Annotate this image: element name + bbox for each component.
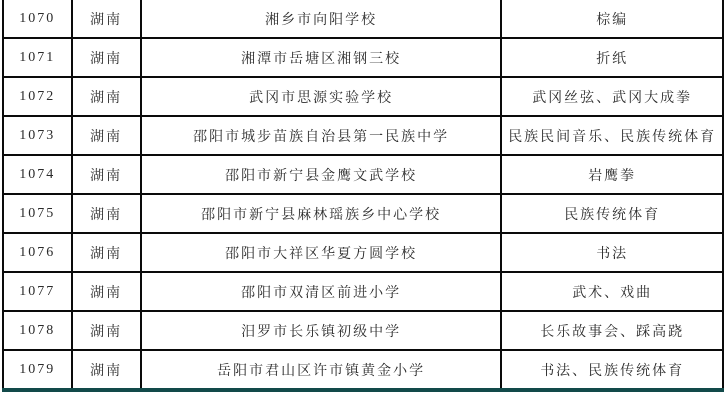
school-cell: 邵阳市双清区前进小学 <box>141 272 502 311</box>
table-row <box>3 116 723 155</box>
province-cell: 湖南 <box>72 0 141 38</box>
serial-cell: 1079 <box>3 350 72 390</box>
province-cell: 湖南 <box>72 155 141 194</box>
school-cell: 武冈市思源实验学校 <box>141 77 502 116</box>
serial-cell: 1077 <box>3 272 72 311</box>
table-row <box>3 272 723 311</box>
table-row <box>3 311 723 350</box>
school-cell: 湘潭市岳塘区湘钢三校 <box>141 38 502 77</box>
table-row <box>3 38 723 77</box>
table-row <box>3 0 723 38</box>
serial-cell: 1074 <box>3 155 72 194</box>
province-cell: 湖南 <box>72 272 141 311</box>
project-cell: 书法 <box>501 233 723 272</box>
school-cell: 邵阳市大祥区华夏方圆学校 <box>141 233 502 272</box>
project-cell: 武冈丝弦、武冈大成拳 <box>501 77 723 116</box>
table-row <box>3 233 723 272</box>
table-row <box>3 77 723 116</box>
project-cell: 长乐故事会、踩高跷 <box>501 311 723 350</box>
serial-cell: 1075 <box>3 194 72 233</box>
table-row <box>3 194 723 233</box>
province-cell: 湖南 <box>72 233 141 272</box>
province-cell: 湖南 <box>72 350 141 390</box>
school-cell: 湘乡市向阳学校 <box>141 0 502 38</box>
serial-cell: 1072 <box>3 77 72 116</box>
school-cell: 邵阳市新宁县麻林瑶族乡中心学校 <box>141 194 502 233</box>
serial-cell: 1070 <box>3 0 72 38</box>
province-cell: 湖南 <box>72 194 141 233</box>
school-cell: 邵阳市新宁县金鹰文武学校 <box>141 155 502 194</box>
serial-cell: 1071 <box>3 38 72 77</box>
serial-cell: 1073 <box>3 116 72 155</box>
project-cell: 书法、民族传统体育 <box>501 350 723 390</box>
table-row <box>3 155 723 194</box>
province-cell: 湖南 <box>72 311 141 350</box>
project-cell: 武术、戏曲 <box>501 272 723 311</box>
province-cell: 湖南 <box>72 38 141 77</box>
table-row <box>3 350 723 390</box>
school-cell: 邵阳市城步苗族自治县第一民族中学 <box>141 116 502 155</box>
heritage-schools-table <box>2 0 724 392</box>
serial-cell: 1076 <box>3 233 72 272</box>
project-cell: 棕编 <box>501 0 723 38</box>
serial-cell: 1078 <box>3 311 72 350</box>
project-cell: 民族民间音乐、民族传统体育 <box>501 116 723 155</box>
table-body <box>3 0 723 390</box>
school-cell: 岳阳市君山区许市镇黄金小学 <box>141 350 502 390</box>
project-cell: 折纸 <box>501 38 723 77</box>
project-cell: 民族传统体育 <box>501 194 723 233</box>
school-cell: 汨罗市长乐镇初级中学 <box>141 311 502 350</box>
project-cell: 岩鹰拳 <box>501 155 723 194</box>
province-cell: 湖南 <box>72 116 141 155</box>
province-cell: 湖南 <box>72 77 141 116</box>
